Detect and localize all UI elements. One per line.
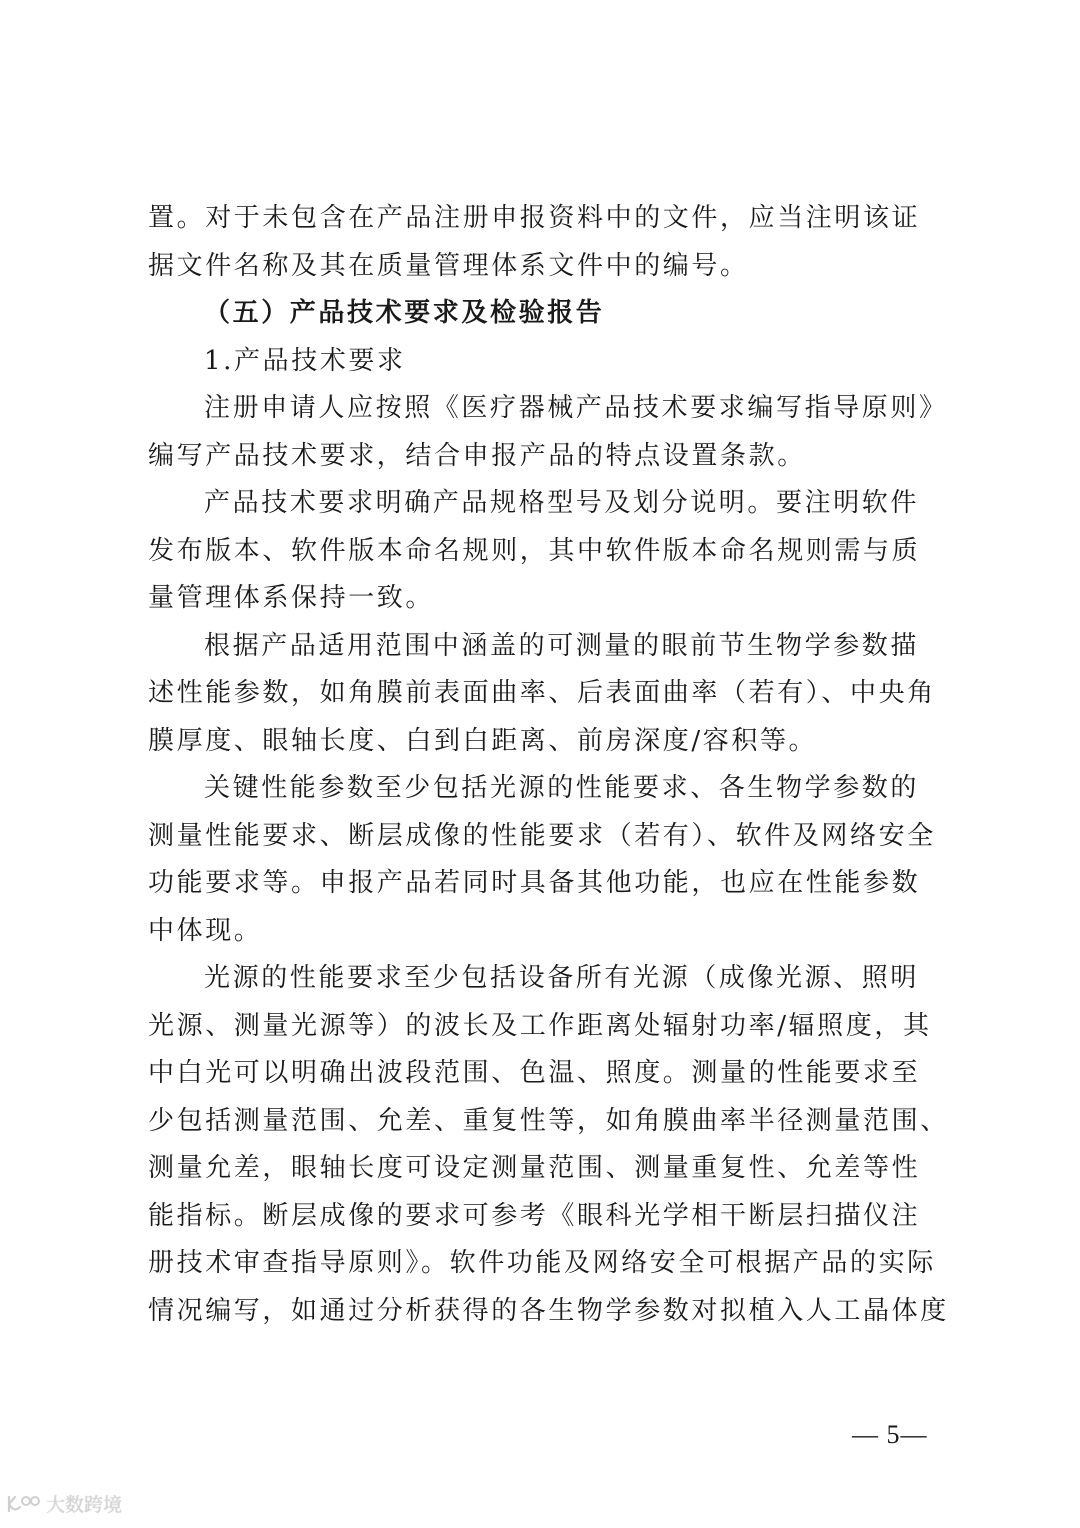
text-line-1: 置。对于未包含在产品注册申报资料中的文件，应当注明该证 <box>148 203 921 233</box>
sub-heading: 1.产品技术要求 <box>204 345 406 376</box>
text-line: 膜厚度、眼轴长度、白到白距离、前房深度/容积等。 <box>148 725 818 756</box>
text-line-2: 据文件名称及其在质量管理体系文件中的编号。 <box>148 250 749 281</box>
watermark <box>6 1490 122 1517</box>
text-line: 测量允差，眼轴长度可设定测量范围、测量重复性、允差等性 <box>148 1153 921 1183</box>
text-line: 光源、测量光源等）的波长及工作距离处辐射功率/辐照度，其 <box>148 1010 932 1041</box>
page-number: — 5— <box>852 1420 928 1449</box>
text-line: 述性能参数，如角膜前表面曲率、后表面曲率（若有）、中央角 <box>148 678 936 708</box>
weibo-style-logo-icon <box>6 1493 42 1515</box>
paragraph-start: 注册申请人应按照《医疗器械产品技术要求编写指导原则》 <box>204 393 948 423</box>
paragraph-start: 产品技术要求明确产品规格型号及划分说明。要注明软件 <box>204 488 920 518</box>
text-line: 少包括测量范围、允差、重复性等，如角膜曲率半径测量范围、 <box>148 1105 949 1136</box>
text-line: 情况编写，如通过分析获得的各生物学参数对拟植入人工晶体度 <box>148 1295 949 1326</box>
text-line: 编写产品技术要求，结合申报产品的特点设置条款。 <box>148 440 806 471</box>
text-line: 量管理体系保持一致。 <box>148 583 435 613</box>
text-line: 发布版本、软件版本命名规则，其中软件版本命名规则需与质 <box>148 535 921 566</box>
section-heading: （五）产品技术要求及检验报告 <box>204 298 605 328</box>
text-line: 中白光可以明确出波段范围、色温、照度。测量的性能要求至 <box>148 1058 921 1088</box>
paragraph-start: 光源的性能要求至少包括设备所有光源（成像光源、照明 <box>204 963 920 993</box>
text-line: 能指标。断层成像的要求可参考《眼科光学相干断层扫描仪注 <box>148 1200 921 1231</box>
text-line: 测量性能要求、断层成像的性能要求（若有）、软件及网络安全 <box>148 820 936 851</box>
paragraph-start: 根据产品适用范围中涵盖的可测量的眼前节生物学参数描 <box>204 630 920 661</box>
text-line: 册技术审查指导原则》。软件功能及网络安全可根据产品的实际 <box>148 1248 936 1278</box>
paragraph-start: 关键性能参数至少包括光源的性能要求、各生物学参数的 <box>204 773 920 803</box>
text-line: 功能要求等。申报产品若同时具备其他功能，也应在性能参数 <box>148 868 921 898</box>
document-body <box>148 195 949 1335</box>
text-line: 中体现。 <box>148 915 263 946</box>
watermark-text: 大数跨境 <box>46 1494 123 1516</box>
